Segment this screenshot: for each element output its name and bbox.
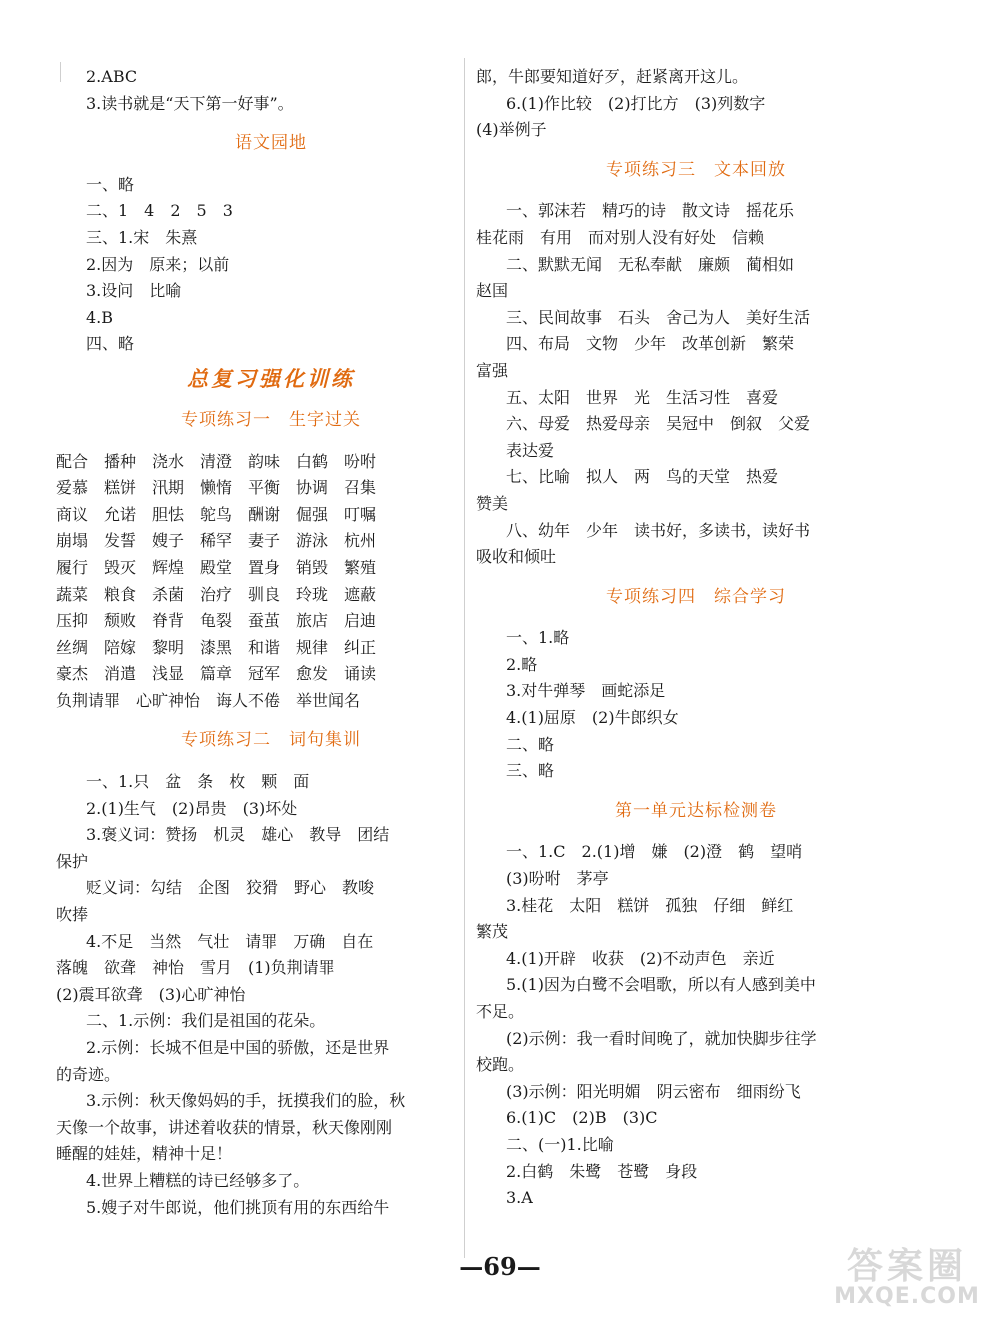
answer-line: 6.(1)作比较 (2)打比方 (3)列数字 (506, 93, 766, 113)
answer-line: 豪杰 消遣 浅显 篇章 冠军 愈发 诵读 (56, 664, 377, 684)
left-column (56, 64, 456, 1221)
answer-line: 4.(1)屈原 (2)牛郎织女 (506, 708, 679, 728)
answer-line: 二、(一)1.比喻 (506, 1134, 614, 1154)
answer-line: 二、1 4 2 5 3 (86, 201, 233, 221)
answer-line: 吸收和倾吐 (476, 547, 557, 567)
answer-line: 一、略 (86, 174, 135, 194)
answer-line: 四、略 (86, 334, 135, 354)
answer-line: 2.ABC (86, 67, 138, 86)
column-divider (464, 58, 465, 1258)
answer-line: 5.嫂子对牛郎说，他们挑顶有用的东西给牛 (86, 1197, 390, 1217)
answer-line: 贬义词：勾结 企图 狡猾 野心 教唆 (86, 878, 375, 898)
answer-line: 富强 (476, 360, 509, 380)
answer-line: 爱慕 糕饼 汛期 懒惰 平衡 协调 召集 (56, 478, 377, 498)
answer-line: 履行 毁灭 辉煌 殿堂 置身 销毁 繁殖 (56, 557, 377, 577)
section-heading: 专项练习一 生字过关 (181, 409, 361, 430)
answer-line: 3.设问 比喻 (86, 281, 182, 301)
answer-line: (2)示例：我一看时间晚了，就加快脚步往学 (506, 1028, 817, 1048)
answer-line: 3.对牛弹琴 画蛇添足 (506, 681, 666, 701)
answer-line: 3.褒义词：赞扬 机灵 雄心 教导 团结 (86, 825, 390, 845)
answer-line: 保护 (56, 851, 89, 871)
answer-line: 赞美 (476, 493, 509, 513)
answer-line: 三、民间故事 石头 舍己为人 美好生活 (506, 307, 811, 327)
section-heading: 第一单元达标检测卷 (615, 800, 777, 821)
watermark-text: 答案圈 (846, 1246, 967, 1287)
answer-line: 4.B (86, 307, 114, 327)
answer-line: 3.桂花 太阳 糕饼 孤独 仔细 鲜红 (506, 895, 794, 915)
answer-line: 郎，牛郎要知道好歹，赶紧离开这儿。 (476, 67, 749, 86)
answer-line: 一、郭沫若 精巧的诗 散文诗 摇花乐 (506, 201, 795, 221)
answer-line: 吹捧 (56, 905, 89, 925)
margin-rule (60, 62, 61, 82)
answer-line: 二、默默无闻 无私奉献 廉颇 蔺相如 (506, 254, 795, 274)
answer-line: 一、1.C 2.(1)增 嫌 (2)澄 鹤 望哨 (506, 842, 803, 862)
answer-line: 丝绸 陪嫁 黎明 漆黑 和谐 规律 纠正 (56, 637, 377, 657)
answer-line: 天像一个故事，讲述着收获的情景，秋天像刚刚 (56, 1117, 393, 1137)
answer-line: 八、幼年 少年 读书好，多读书，读好书 (506, 520, 811, 540)
answer-line: 蔬菜 粮食 杀菌 治疗 驯良 玲珑 遮蔽 (56, 584, 377, 604)
answer-line: 五、太阳 世界 光 生活习性 喜爱 (506, 387, 779, 407)
answer-line: 压抑 颓败 脊背 龟裂 蚕茧 旅店 启迪 (56, 611, 377, 631)
answer-line: 负荆请罪 心旷神怡 诲人不倦 举世闻名 (56, 690, 361, 710)
answer-line: 赵国 (476, 281, 509, 301)
answer-line: 3.读书就是“天下第一好事”。 (86, 93, 294, 113)
answer-line: 2.示例：长城不但是中国的骄傲，还是世界 (86, 1038, 390, 1057)
answer-line: 校跑。 (476, 1055, 525, 1075)
answer-line: 六、母爱 热爱母亲 吴冠中 倒叙 父爱 (506, 414, 811, 434)
answer-line: 4.世界上糟糕的诗已经够多了。 (86, 1170, 310, 1190)
answer-line: (2)震耳欲聋 (3)心旷神怡 (56, 984, 246, 1004)
answer-line: 七、比喻 拟人 两 鸟的天堂 热爱 (506, 467, 779, 487)
answer-line: 繁茂 (476, 922, 509, 942)
answer-line: 二、略 (506, 734, 555, 754)
answer-line: (3)吩咐 茅亭 (506, 869, 609, 889)
section-heading: 专项练习四 综合学习 (606, 586, 786, 607)
watermark-logo (832, 1234, 982, 1314)
answer-line: 3.示例：秋天像妈妈的手，抚摸我们的脸，秋 (86, 1091, 406, 1111)
answer-line: 6.(1)C (2)B (3)C (506, 1108, 658, 1128)
answer-line: 的奇迹。 (56, 1064, 121, 1084)
answer-line: 落魄 欲聋 神怡 雪月 (1)负荆请罪 (56, 958, 335, 978)
answer-line: 2.(1)生气 (2)昂贵 (3)坏处 (86, 798, 298, 818)
right-column (476, 64, 886, 1212)
answer-line: 一、1.只 盆 条 枚 颗 面 (86, 772, 310, 792)
answer-line: 三、略 (506, 761, 555, 781)
answer-line: 2.略 (506, 654, 538, 674)
answer-line: 二、1.示例：我们是祖国的花朵。 (86, 1011, 326, 1031)
answer-line: 商议 允诺 胆怯 鸵鸟 酬谢 倔强 叮嘱 (56, 504, 377, 524)
answer-line: 2.因为 原来；以前 (86, 254, 230, 274)
watermark-url: MXQE.COM (834, 1284, 980, 1309)
answer-line: 不足。 (476, 1002, 525, 1021)
page-number: —69— (459, 1252, 541, 1281)
answer-line: 三、1.宋 朱熹 (86, 227, 198, 247)
answer-line: 崩塌 发誓 嫂子 稀罕 妻子 游泳 杭州 (56, 531, 377, 551)
answer-line: 表达爱 (506, 440, 555, 460)
section-heading: 语文园地 (235, 133, 307, 154)
answer-line: (4)举例子 (476, 120, 547, 140)
answer-line: 四、布局 文物 少年 改革创新 繁荣 (506, 334, 795, 354)
answer-line: 2.白鹤 朱鹭 苍鹭 身段 (506, 1161, 698, 1181)
answer-line: 4.(1)开辟 收获 (2)不动声色 亲近 (506, 948, 775, 968)
answer-line: 桂花雨 有用 而对别人没有好处 信赖 (476, 227, 765, 247)
chapter-heading: 总复习强化训练 (187, 365, 355, 391)
answer-line: (3)示例：阳光明媚 阴云密布 细雨纷飞 (506, 1081, 801, 1101)
answer-line: 配合 播种 浇水 清澄 韵味 白鹤 吩咐 (56, 451, 377, 471)
answer-line: 一、1.略 (506, 628, 570, 648)
section-heading: 专项练习三 文本回放 (606, 159, 786, 180)
answer-line: 睡醒的娃娃，精神十足！ (56, 1144, 233, 1164)
section-heading: 专项练习二 词句集训 (181, 730, 361, 751)
answer-line: 4.不足 当然 气壮 请罪 万确 自在 (86, 931, 374, 951)
answer-line: 3.A (506, 1188, 533, 1208)
answer-line: 5.(1)因为白鹭不会唱歌，所以有人感到美中 (506, 975, 816, 995)
